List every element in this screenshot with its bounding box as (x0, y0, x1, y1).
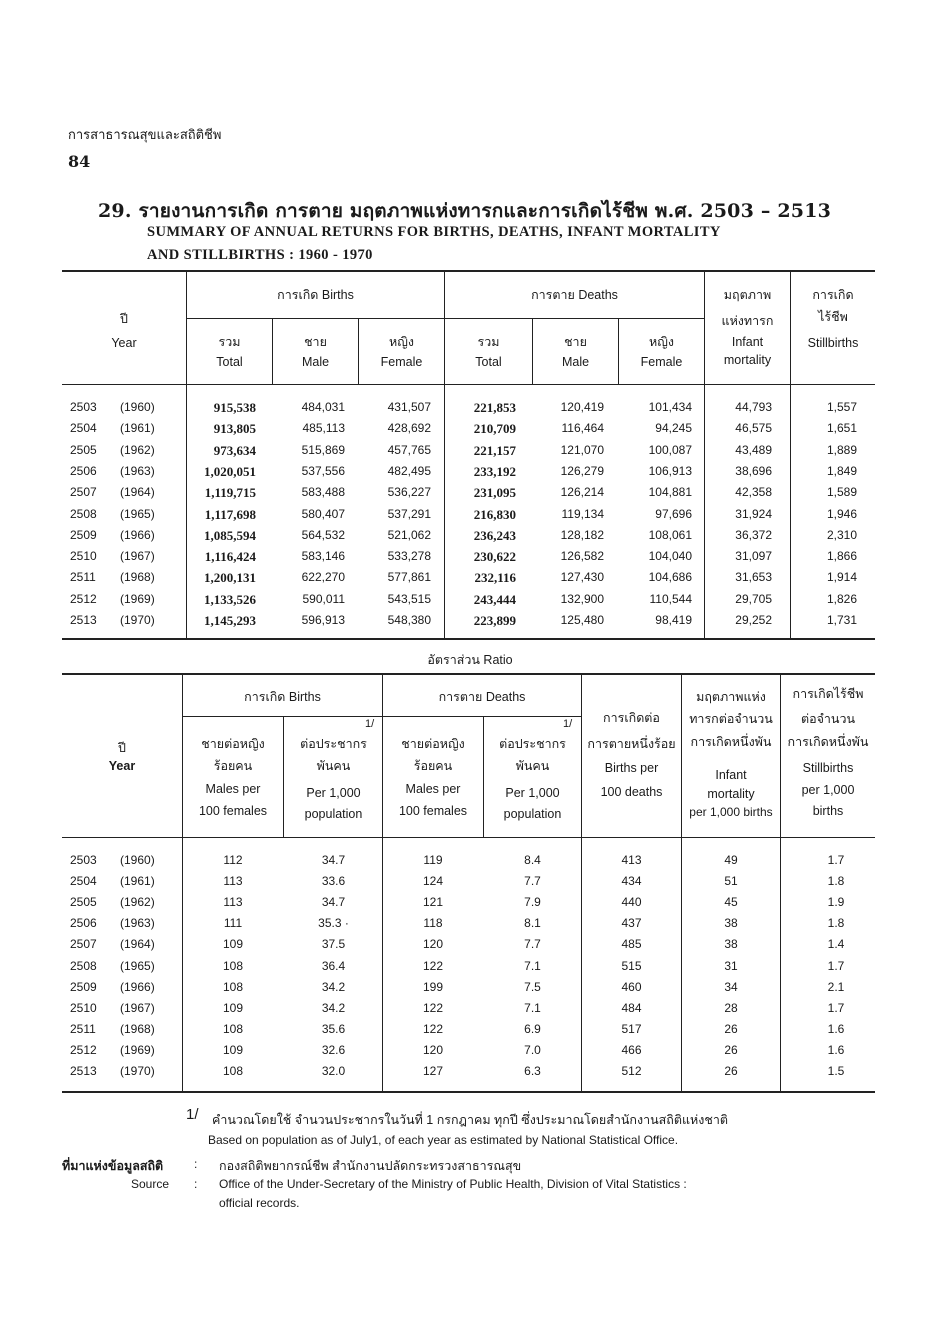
table1-row-cell-stillbirths: 1,826 (826, 591, 857, 606)
table2-row-cell-year-ce: (1965) (120, 958, 155, 973)
table1-row-cell-deaths-female: 97,696 (655, 506, 692, 521)
table1-row-cell-stillbirths: 1,589 (826, 485, 857, 500)
stillbirth-rate-header-3: births (812, 804, 844, 818)
births-males-per-header-2: 100 females (198, 804, 268, 818)
running-head: การสาธารณสุขและสถิติชีพ (68, 127, 222, 142)
births-female-header: Female (380, 355, 423, 369)
source-colon: : (194, 1157, 198, 1171)
table2-row-cell-deaths-males-per-100: 199 (422, 979, 444, 994)
table1-row-cell-year-be: 2508 (70, 506, 97, 521)
table2-row-cell-stillbirth-rate: 1.6 (827, 1042, 845, 1057)
deaths-male-header-thai: ชาย (564, 335, 587, 349)
deaths-total-header-thai: รวม (477, 335, 500, 349)
source-thai: กองสถิติพยากรณ์ชีพ สำนักงานปลัดกระทรวงสาธารณสุข (219, 1159, 522, 1173)
table2-row-cell-year-be: 2508 (70, 958, 97, 973)
table1-row-cell-deaths-male: 132,900 (560, 591, 604, 606)
table1-row-cell-births-female: 482,495 (387, 463, 431, 478)
table1-row-cell-births-female: 537,291 (387, 506, 431, 521)
table1-row-cell-year-ce: (1964) (120, 485, 155, 500)
table2-row-cell-birth-rate: 34.2 (321, 979, 346, 994)
table2-row-cell-death-rate: 7.9 (524, 895, 541, 910)
births-male-header: Male (301, 355, 330, 369)
table2-row-cell-stillbirth-rate: 1.8 (827, 916, 845, 931)
table2-row-cell-infant-mortality-rate: 45 (724, 895, 738, 910)
table1-row-cell-deaths-male: 116,464 (561, 421, 604, 436)
table1-row-cell-year-be: 2505 (70, 442, 97, 457)
births-per-deaths-header-2: 100 deaths (600, 785, 663, 799)
table2-row-cell-birth-rate: 32.0 (321, 1064, 346, 1078)
table2-row-cell-births-per-100-deaths: 460 (621, 979, 642, 994)
table1-row-cell-year-be: 2503 (70, 400, 97, 414)
table1-row-cell-births-male: 580,407 (301, 506, 345, 521)
table2-row-cell-year-be: 2511 (70, 1021, 96, 1036)
source-colon: : (194, 1177, 198, 1191)
table2-row-cell-death-rate: 7.1 (524, 958, 541, 973)
table1-row-cell-births-male: 515,869 (301, 442, 345, 457)
deaths-group-header: การตาย Deaths (531, 288, 618, 302)
table2-row-cell-births-males-per-100: 112 (223, 853, 243, 867)
death-rate-header-thai-2: พันคน (515, 759, 550, 773)
table2-row-cell-year-ce: (1964) (120, 937, 155, 952)
table2-row-cell-year-ce: (1966) (120, 979, 155, 994)
table1-divider (444, 270, 445, 639)
table1-row-cell-births-total: 1,200,131 (204, 570, 256, 586)
table1-row-cell-births-female: 521,062 (387, 527, 431, 542)
imr-header-2: mortality (707, 787, 755, 801)
table1-row-cell-births-total: 1,117,698 (204, 506, 256, 522)
table1-row-cell-births-total: 973,634 (213, 442, 256, 458)
table1-row-cell-births-female: 577,861 (387, 570, 431, 585)
table1-row-cell-deaths-female: 106,913 (648, 463, 692, 478)
table1-row-cell-deaths-female: 104,881 (648, 485, 692, 500)
table1-row-cell-year-be: 2510 (70, 549, 97, 564)
table2-row-cell-birth-rate: 33.6 (321, 874, 346, 889)
table1-row-cell-year-ce: (1970) (120, 613, 155, 627)
table2-row-cell-births-males-per-100: 108 (222, 1021, 244, 1036)
table2-row-cell-births-per-100-deaths: 515 (621, 958, 642, 973)
table2-row-cell-births-males-per-100: 111 (223, 916, 243, 931)
table1-row-cell-deaths-male: 119,134 (561, 506, 604, 521)
table2-row-cell-year-ce: (1960) (120, 853, 155, 867)
table1-row-cell-deaths-male: 126,279 (560, 463, 604, 478)
table1-divider (186, 270, 187, 639)
table2-row-cell-births-per-100-deaths: 466 (621, 1042, 642, 1057)
table1-row-cell-infant-mortality: 31,097 (735, 549, 772, 564)
table2-row-cell-births-per-100-deaths: 434 (621, 874, 642, 889)
source-english-line1: Office of the Under-Secretary of the Ministry of Public Health, Division of Vital Statistics : (219, 1177, 687, 1191)
table2-row-cell-births-males-per-100: 109 (222, 1000, 244, 1015)
table1-row-cell-births-total: 1,119,715 (204, 485, 256, 501)
table1-row-cell-infant-mortality: 31,924 (735, 506, 772, 521)
table2-row-cell-birth-rate: 35.3 · (318, 916, 349, 931)
table2-row-cell-births-males-per-100: 109 (222, 937, 244, 952)
table2-row-cell-death-rate: 6.3 (524, 1064, 541, 1078)
table1-row-cell-deaths-total: 232,116 (474, 570, 516, 586)
table1-row-cell-births-female: 533,278 (387, 549, 431, 564)
footnote-mark: 1/ (186, 1106, 199, 1123)
table2-row-cell-births-per-100-deaths: 512 (621, 1064, 642, 1078)
table1-row-cell-births-male: 596,913 (301, 613, 345, 627)
table1-row-cell-deaths-total: 236,243 (473, 527, 516, 543)
imr-header-1: Infant (715, 768, 747, 782)
table1-row-cell-infant-mortality: 38,696 (735, 463, 772, 478)
table2-row-cell-death-rate: 8.1 (524, 916, 541, 931)
table1-row-cell-births-female: 548,380 (387, 613, 431, 627)
table1-row-cell-deaths-total: 221,157 (473, 442, 516, 458)
stillbirth-rate-header-thai-2: ต่อจำนวน (800, 712, 856, 726)
imr-header-thai-3: การเกิดหนึ่งพัน (690, 735, 772, 749)
year-header: Year (108, 759, 136, 773)
table1-row-cell-year-ce: (1962) (120, 442, 155, 457)
table2-row-cell-stillbirth-rate: 1.5 (827, 1064, 845, 1078)
table1-row-cell-births-total: 1,116,424 (204, 549, 256, 565)
table2-row-cell-infant-mortality-rate: 28 (724, 1000, 738, 1015)
births-per-deaths-header-1: Births per (604, 761, 659, 775)
table2-row-cell-year-be: 2512 (70, 1042, 97, 1057)
table2-row-cell-death-rate: 6.9 (524, 1021, 541, 1036)
table1-row-cell-deaths-male: 128,182 (560, 527, 604, 542)
table2-row-cell-death-rate: 8.4 (524, 853, 541, 867)
births-male-header-thai: ชาย (304, 335, 327, 349)
table2-row-cell-deaths-males-per-100: 120 (422, 937, 444, 952)
table1-row-cell-deaths-female: 104,686 (648, 570, 692, 585)
table2-row-cell-deaths-males-per-100: 124 (422, 874, 444, 889)
deaths-males-per-header-2: 100 females (398, 804, 468, 818)
table1-row-cell-deaths-female: 94,245 (655, 421, 692, 436)
deaths-males-per-header-thai-2: ร้อยคน (413, 759, 453, 773)
table2-row-cell-stillbirth-rate: 1.8 (827, 874, 845, 889)
table2-row-cell-deaths-males-per-100: 121 (422, 895, 444, 910)
table1-top-rule (62, 270, 875, 272)
table1-row-cell-births-total: 1,020,051 (204, 463, 256, 479)
imr-header-thai-2: ทารกต่อจำนวน (689, 712, 773, 726)
table1-row-cell-births-female: 428,692 (387, 421, 431, 436)
table2-row-cell-year-be: 2513 (70, 1064, 97, 1078)
table2-row-cell-death-rate: 7.7 (524, 874, 541, 889)
table1-row-cell-births-male: 564,532 (301, 527, 345, 542)
table1-row-cell-stillbirths: 1,889 (826, 442, 857, 457)
table1-divider (358, 318, 359, 384)
table2-row-cell-births-per-100-deaths: 413 (621, 853, 642, 867)
table2-row-cell-year-be: 2509 (70, 979, 97, 994)
deaths-male-header: Male (561, 355, 590, 369)
table2-row-cell-deaths-males-per-100: 118 (423, 916, 443, 931)
table2-row-cell-deaths-males-per-100: 120 (422, 1042, 444, 1057)
table1-row-cell-deaths-total: 231,095 (473, 485, 516, 501)
table2-row-cell-year-ce: (1961) (120, 874, 155, 889)
table1-row-cell-deaths-total: 221,853 (473, 400, 516, 415)
table1-row-cell-stillbirths: 1,651 (826, 421, 857, 436)
year-header-thai: ปี (118, 741, 126, 755)
table2-row-cell-year-ce: (1968) (120, 1021, 155, 1036)
stillbirth-rate-header-2: per 1,000 (801, 783, 855, 797)
table1-row-cell-deaths-female: 104,040 (648, 549, 692, 564)
table2-row-cell-infant-mortality-rate: 26 (724, 1021, 738, 1036)
table2-row-cell-births-per-100-deaths: 440 (621, 895, 642, 910)
death-rate-header-2: population (503, 807, 562, 821)
footnote-english: Based on population as of July1, of each year as estimated by National Statistical Office. (208, 1133, 679, 1147)
table1-row-cell-births-female: 457,765 (387, 442, 431, 457)
table2-row-cell-infant-mortality-rate: 38 (724, 916, 738, 931)
table2-row-cell-year-ce: (1963) (120, 916, 155, 931)
table1-row-cell-year-be: 2504 (70, 421, 97, 436)
table1-row-cell-year-be: 2507 (70, 485, 97, 500)
table2-row-cell-deaths-males-per-100: 122 (422, 1021, 444, 1036)
table2-row-cell-infant-mortality-rate: 26 (724, 1042, 738, 1057)
table2-row-cell-birth-rate: 34.7 (321, 853, 346, 867)
table1-row-cell-infant-mortality: 44,793 (735, 400, 772, 414)
table1-row-cell-births-total: 1,133,526 (204, 591, 256, 607)
table1-row-cell-stillbirths: 1,946 (826, 506, 857, 521)
table2-row-cell-birth-rate: 35.6 (321, 1021, 346, 1036)
table2-row-cell-infant-mortality-rate: 38 (724, 937, 738, 952)
table1-row-cell-year-ce: (1967) (120, 549, 155, 564)
table2-row-cell-infant-mortality-rate: 34 (724, 979, 738, 994)
table1-row-cell-year-ce: (1963) (120, 463, 155, 478)
death-rate-header-thai-1: ต่อประชากร (499, 737, 566, 751)
table1-row-cell-births-male: 622,270 (301, 570, 345, 585)
deaths-female-header-thai: หญิง (649, 335, 674, 349)
table2-row-cell-year-be: 2507 (70, 937, 97, 952)
deaths-males-per-header-thai-1: ชายต่อหญิง (401, 737, 465, 751)
table1-row-cell-births-female: 543,515 (387, 591, 431, 606)
deaths-total-header: Total (475, 355, 502, 369)
infant-mortality-header-2: mortality (723, 353, 772, 367)
table2-header-rule (62, 837, 875, 838)
footnote-thai: คำนวณโดยใช้ จำนวนประชากรในวันที่ 1 กรกฎาคม ทุกปี ซึ่งประมาณโดยสำนักงานสถิติแห่งชาติ (212, 1113, 728, 1127)
table2-row-cell-stillbirth-rate: 1.4 (827, 937, 845, 952)
table2-row-cell-death-rate: 7.7 (524, 937, 541, 952)
table2-row-cell-deaths-males-per-100: 127 (422, 1064, 444, 1078)
births-group-header: การเกิด Births (244, 690, 321, 704)
table1-row-cell-deaths-total: 233,192 (473, 463, 516, 479)
table1-row-cell-deaths-male: 125,480 (560, 613, 604, 627)
table1-row-cell-births-male: 537,556 (301, 463, 345, 478)
table1-row-cell-stillbirths: 1,557 (826, 400, 857, 414)
table1-row-cell-births-total: 1,145,293 (204, 613, 256, 628)
table2-row-cell-birth-rate: 32.6 (321, 1042, 346, 1057)
table1-row-cell-deaths-female: 100,087 (648, 442, 692, 457)
table2-row-cell-births-males-per-100: 109 (222, 1042, 244, 1057)
birth-rate-header-thai-2: พันคน (316, 759, 351, 773)
table1-row-cell-year-ce: (1960) (120, 400, 155, 414)
table2-row-cell-births-per-100-deaths: 484 (621, 1000, 642, 1015)
table2-row-cell-death-rate: 7.5 (524, 979, 541, 994)
table1-header-rule (62, 384, 875, 385)
table2-row-cell-year-ce: (1969) (120, 1042, 155, 1057)
table1-row-cell-infant-mortality: 31,653 (735, 570, 772, 585)
infant-mortality-header-thai-1: มฤตภาพ (723, 288, 772, 302)
table2-row-cell-stillbirth-rate: 1.6 (827, 1021, 845, 1036)
births-males-per-header-1: Males per (205, 782, 261, 796)
table1-row-cell-deaths-male: 126,582 (560, 549, 604, 564)
table1-row-cell-deaths-male: 120,419 (560, 400, 604, 414)
table1-row-cell-births-total: 913,805 (213, 421, 256, 437)
stillbirths-header-thai-1: การเกิด (812, 288, 854, 302)
table2-top-rule (62, 673, 875, 675)
table1-row-cell-deaths-total: 223,899 (473, 613, 516, 628)
table2-row-cell-year-be: 2503 (70, 853, 97, 867)
table2-row-cell-births-males-per-100: 108 (222, 979, 244, 994)
table1-row-cell-births-female: 536,227 (387, 485, 431, 500)
stillbirth-rate-header-1: Stillbirths (802, 761, 854, 775)
table1-row-cell-births-female: 431,507 (387, 400, 431, 414)
table2-row-cell-year-be: 2505 (70, 895, 97, 910)
table1-row-cell-infant-mortality: 36,372 (735, 527, 772, 542)
table1-row-cell-year-ce: (1966) (120, 527, 155, 542)
table2-row-cell-death-rate: 7.1 (524, 1000, 541, 1015)
birth-rate-header-2: population (304, 807, 363, 821)
year-header: Year (111, 336, 137, 350)
table1-row-cell-year-be: 2513 (70, 613, 97, 627)
table1-row-cell-deaths-total: 210,709 (473, 421, 516, 437)
births-per-deaths-header-thai-1: การเกิดต่อ (603, 711, 660, 725)
table2-row-cell-births-males-per-100: 108 (222, 1064, 244, 1078)
table2-row-cell-year-ce: (1962) (120, 895, 155, 910)
table2-row-cell-births-per-100-deaths: 485 (621, 937, 642, 952)
table2-row-cell-death-rate: 7.0 (524, 1042, 541, 1057)
table1-row-cell-deaths-female: 108,061 (648, 527, 692, 542)
table1-row-cell-stillbirths: 1,731 (826, 613, 857, 627)
table1-row-cell-deaths-total: 243,444 (473, 591, 516, 607)
table2-row-cell-deaths-males-per-100: 122 (422, 958, 444, 973)
table-title-english-line2: AND STILLBIRTHS : 1960 - 1970 (147, 247, 373, 263)
table1-row-cell-year-be: 2512 (70, 591, 97, 606)
table2-row-cell-births-per-100-deaths: 517 (621, 1021, 642, 1036)
birth-rate-header-thai-1: ต่อประชากร (300, 737, 367, 751)
table1-row-cell-deaths-male: 121,070 (560, 442, 604, 457)
source-english-line2: official records. (219, 1196, 300, 1210)
table1-row-cell-infant-mortality: 46,575 (735, 421, 772, 436)
table1-row-cell-stillbirths: 2,310 (826, 527, 857, 542)
table1-row-cell-births-male: 583,146 (301, 549, 345, 564)
table2-row-cell-births-males-per-100: 108 (222, 958, 244, 973)
table2-row-cell-infant-mortality-rate: 31 (724, 958, 738, 973)
table2-row-cell-infant-mortality-rate: 51 (724, 874, 738, 889)
table1-row-cell-deaths-male: 127,430 (560, 570, 604, 585)
imr-header-thai-1: มฤตภาพแห่ง (696, 690, 766, 704)
table1-row-cell-deaths-total: 230,622 (473, 549, 516, 565)
table1-row-cell-year-be: 2509 (70, 527, 97, 542)
table1-row-cell-deaths-male: 126,214 (560, 485, 604, 500)
table1-row-cell-stillbirths: 1,914 (826, 570, 857, 585)
stillbirths-header-thai-2: ไร้ชีพ (818, 310, 848, 324)
table2-row-cell-births-males-per-100: 113 (223, 895, 243, 910)
table1-row-cell-infant-mortality: 29,252 (735, 613, 772, 627)
table2-row-cell-year-be: 2510 (70, 1000, 97, 1015)
stillbirths-header: Stillbirths (807, 336, 859, 350)
table1-row-cell-births-total: 1,085,594 (204, 527, 256, 543)
table1-divider (272, 318, 273, 384)
table2-row-cell-birth-rate: 34.7 (321, 895, 346, 910)
table1-row-cell-births-male: 484,031 (301, 400, 345, 414)
stillbirth-rate-header-thai-3: การเกิดหนึ่งพัน (787, 735, 869, 749)
births-per-deaths-header-thai-2: การตายหนึ่งร้อย (587, 737, 676, 751)
table2-row-cell-birth-rate: 37.5 (321, 937, 346, 952)
death-rate-header-1: Per 1,000 (505, 786, 560, 800)
stillbirth-rate-header-thai-1: การเกิดไร้ชีพ (792, 687, 864, 701)
table2-row-cell-birth-rate: 36.4 (321, 958, 346, 973)
table2-row-cell-births-males-per-100: 113 (223, 874, 243, 889)
table-title-thai: 29. รายงานการเกิด การตาย มฤตภาพแห่งทารกและการเกิดไร้ชีพ พ.ศ. 2503 – 2513 (98, 200, 832, 222)
deaths-males-per-header-1: Males per (405, 782, 461, 796)
table2-row-cell-infant-mortality-rate: 49 (724, 853, 738, 867)
births-female-header-thai: หญิง (389, 335, 414, 349)
table2-row-cell-stillbirth-rate: 1.9 (827, 895, 845, 910)
table1-row-cell-year-ce: (1968) (120, 570, 155, 585)
table1-row-cell-year-be: 2511 (70, 570, 96, 585)
table2-row-cell-year-be: 2504 (70, 874, 97, 889)
table1-row-cell-infant-mortality: 29,705 (735, 591, 772, 606)
table1-row-cell-births-total: 915,538 (213, 400, 256, 415)
table2-row-cell-stillbirth-rate: 1.7 (827, 958, 845, 973)
source-label: Source (131, 1177, 170, 1191)
table2-row-cell-deaths-males-per-100: 119 (423, 853, 443, 867)
deaths-group-header: การตาย Deaths (438, 690, 526, 704)
table1-row-cell-deaths-female: 101,434 (648, 400, 692, 414)
table2-row-cell-stillbirth-rate: 1.7 (827, 1000, 845, 1015)
table1-row-cell-year-ce: (1969) (120, 591, 155, 606)
imr-header-3: per 1,000 births (689, 805, 773, 819)
table2-row-cell-year-ce: (1967) (120, 1000, 155, 1015)
table1-row-cell-births-male: 485,113 (302, 421, 345, 436)
table2-row-cell-stillbirth-rate: 2.1 (827, 979, 845, 994)
table1-row-cell-year-ce: (1961) (120, 421, 155, 436)
table1-row-cell-infant-mortality: 42,358 (735, 485, 772, 500)
table1-row-cell-deaths-female: 98,419 (655, 613, 692, 627)
ratio-label: อัตราส่วน Ratio (427, 653, 513, 667)
infant-mortality-header-1: Infant (731, 335, 764, 349)
deaths-female-header: Female (640, 355, 683, 369)
table2-row-cell-deaths-males-per-100: 122 (422, 1000, 444, 1015)
table1-row-cell-stillbirths: 1,866 (826, 549, 857, 564)
table2-row-cell-birth-rate: 34.2 (321, 1000, 346, 1015)
table-title-english-line1: SUMMARY OF ANNUAL RETURNS FOR BIRTHS, DEATHS, INFANT MORTALITY (147, 224, 721, 240)
source-label-thai: ที่มาแห่งข้อมูลสถิติ (62, 1159, 164, 1173)
table2-row-cell-infant-mortality-rate: 26 (724, 1064, 738, 1078)
table2-row-cell-births-per-100-deaths: 437 (621, 916, 642, 931)
table1-row-cell-year-be: 2506 (70, 463, 97, 478)
births-group-header: การเกิด Births (277, 288, 354, 302)
table1-divider (532, 318, 533, 384)
footnote-marker: 1/ (365, 718, 375, 730)
table2-row-cell-year-ce: (1970) (120, 1064, 155, 1078)
infant-mortality-header-thai-2: แห่งทารก (721, 314, 774, 328)
table1-row-cell-infant-mortality: 43,489 (735, 442, 772, 457)
table1-divider (618, 318, 619, 384)
table1-row-cell-year-ce: (1965) (120, 506, 155, 521)
year-header-thai: ปี (120, 312, 128, 326)
table1-row-cell-stillbirths: 1,849 (826, 463, 857, 478)
table2-bottom-rule (62, 1091, 875, 1093)
table2-row-cell-year-be: 2506 (70, 916, 97, 931)
table1-group-rule (187, 318, 704, 319)
births-total-header-thai: รวม (218, 335, 241, 349)
births-males-per-header-thai-1: ชายต่อหญิง (201, 737, 265, 751)
births-males-per-header-thai-2: ร้อยคน (213, 759, 253, 773)
table1-row-cell-births-male: 590,011 (302, 591, 345, 606)
birth-rate-header-1: Per 1,000 (306, 786, 361, 800)
table1-row-cell-deaths-total: 216,830 (473, 506, 516, 522)
table1-row-cell-births-male: 583,488 (301, 485, 345, 500)
table1-bottom-rule (62, 638, 875, 640)
table1-row-cell-deaths-female: 110,544 (649, 591, 692, 606)
table2-row-cell-stillbirth-rate: 1.7 (827, 853, 845, 867)
footnote-marker: 1/ (563, 718, 573, 730)
page-number: 84 (68, 152, 91, 171)
births-total-header: Total (216, 355, 243, 369)
